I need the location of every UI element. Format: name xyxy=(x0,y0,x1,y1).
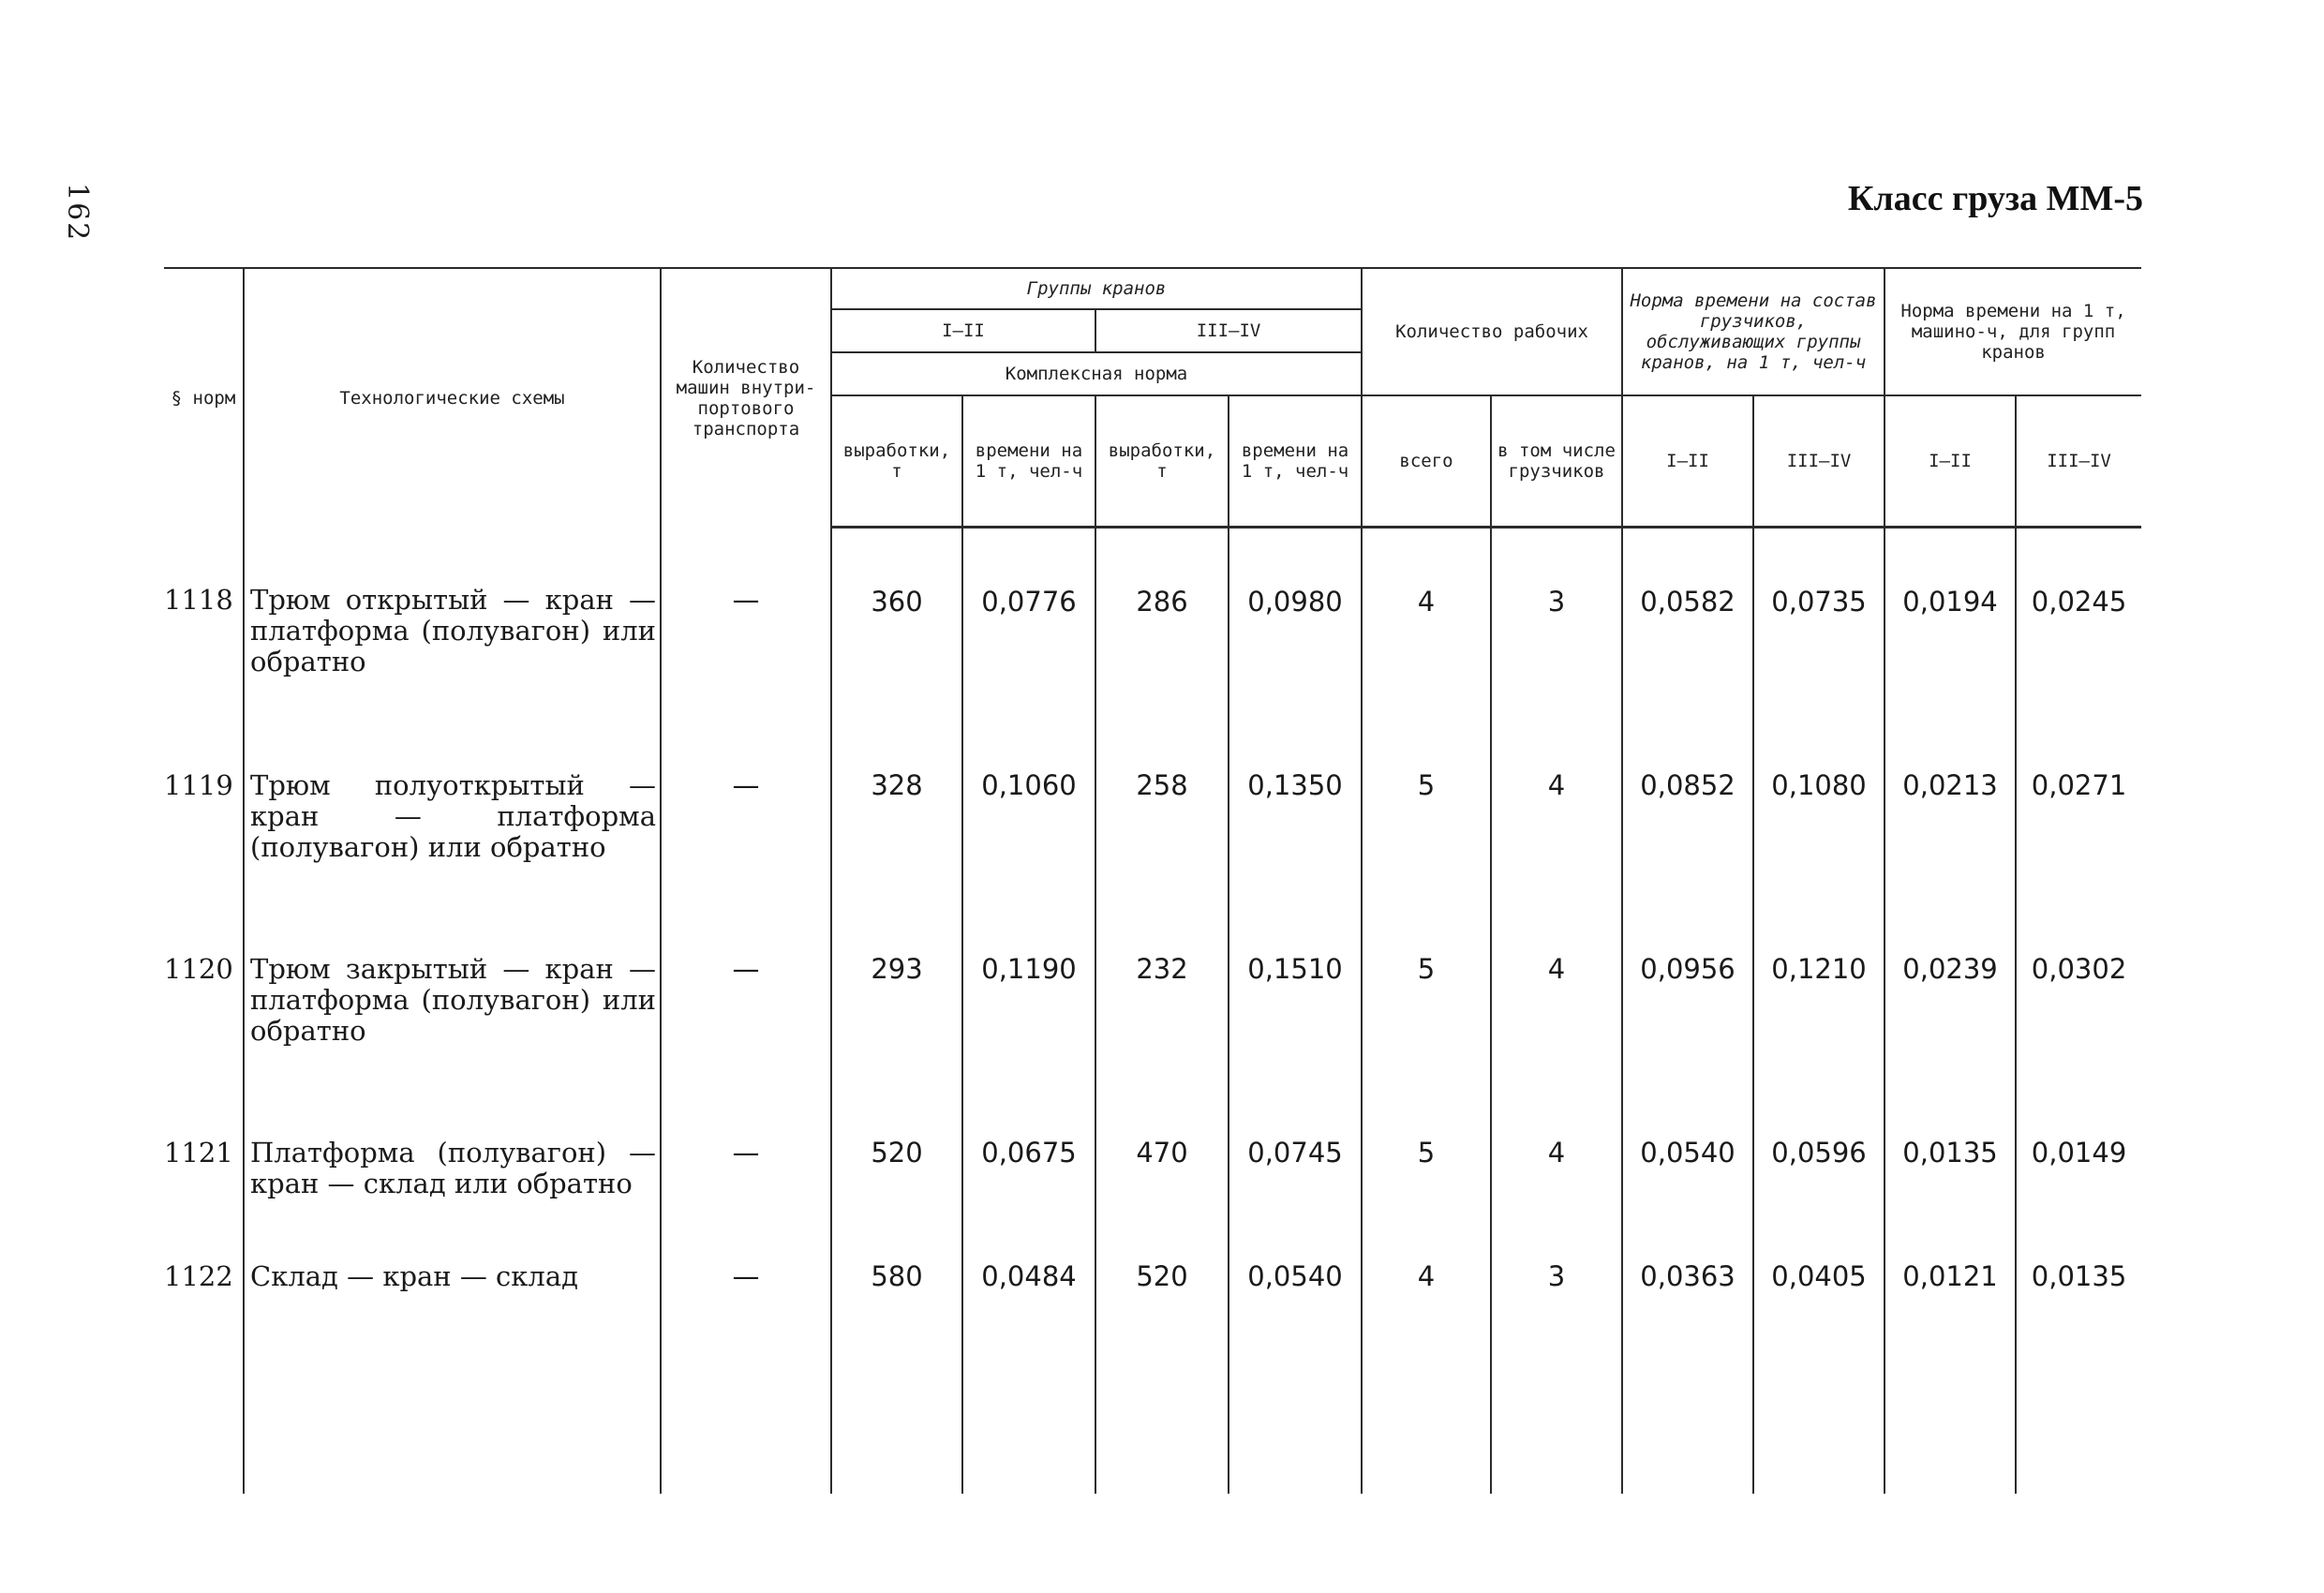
tech-scheme: Трюм открытый — кран — платформа (полувагон) или обратно xyxy=(244,527,661,738)
table-row xyxy=(164,738,2141,922)
crew-norm-3-4: 0,1210 xyxy=(1753,922,1885,1106)
time-1-2: 0,0675 xyxy=(962,1106,1095,1229)
output-3-4: 258 xyxy=(1095,738,1229,922)
filler-cell xyxy=(2016,1353,2141,1494)
crew-norm-3-4: 0,0735 xyxy=(1753,527,1885,738)
output-1-2: 580 xyxy=(831,1229,962,1353)
output-3-4: 520 xyxy=(1095,1229,1229,1353)
header-workers-count: Количество рабочих xyxy=(1362,268,1622,395)
workers-total: 4 xyxy=(1362,1229,1491,1353)
output-1-2: 360 xyxy=(831,527,962,738)
workers-loaders: 3 xyxy=(1491,527,1622,738)
machine-norm-1-2: 0,0194 xyxy=(1885,527,2016,738)
norm-number: 1122 xyxy=(164,1229,244,1353)
output-1-2: 328 xyxy=(831,738,962,922)
header-loader-crew-norm: Норма времени на состав грузчиков, обслуживающих группы кранов, на 1 т, чел-ч xyxy=(1622,268,1885,395)
machine-norm-1-2: 0,0213 xyxy=(1885,738,2016,922)
filler-cell xyxy=(1362,1353,1491,1494)
filler-cell xyxy=(1885,1353,2016,1494)
table-row xyxy=(164,1229,2141,1353)
header-complex-norm: Комплексная норма xyxy=(831,352,1362,395)
time-3-4: 0,1350 xyxy=(1229,738,1362,922)
header-workers-loaders: в том числе грузчиков xyxy=(1491,395,1622,527)
crew-norm-1-2: 0,0852 xyxy=(1622,738,1753,922)
crew-norm-1-2: 0,0363 xyxy=(1622,1229,1753,1353)
workers-loaders: 4 xyxy=(1491,922,1622,1106)
workers-total: 4 xyxy=(1362,527,1491,738)
output-3-4: 470 xyxy=(1095,1106,1229,1229)
table-row xyxy=(164,922,2141,1106)
filler-cell xyxy=(164,1353,244,1494)
time-3-4: 0,0540 xyxy=(1229,1229,1362,1353)
filler-cell xyxy=(1229,1353,1362,1494)
crew-norm-3-4: 0,0405 xyxy=(1753,1229,1885,1353)
machine-norm-3-4: 0,0271 xyxy=(2016,738,2141,922)
workers-loaders: 4 xyxy=(1491,1106,1622,1229)
machine-norm-3-4: 0,0245 xyxy=(2016,527,2141,738)
filler-cell xyxy=(1622,1353,1753,1494)
workers-loaders: 4 xyxy=(1491,738,1622,922)
filler-cell xyxy=(962,1353,1095,1494)
time-1-2: 0,1190 xyxy=(962,922,1095,1106)
filler-cell xyxy=(831,1353,962,1494)
header-machine-1-2: I—II xyxy=(1885,395,2016,527)
tech-scheme: Склад — кран — склад xyxy=(244,1229,661,1353)
norm-number: 1121 xyxy=(164,1106,244,1229)
filler-cell xyxy=(1095,1353,1229,1494)
transport-count: — xyxy=(661,1229,831,1353)
machine-norm-1-2: 0,0121 xyxy=(1885,1229,2016,1353)
norms-table xyxy=(164,267,2141,1494)
page-number: 162 xyxy=(61,183,94,243)
time-1-2: 0,1060 xyxy=(962,738,1095,922)
header-machine-norm: Норма времени на 1 т, машино-ч, для групп кранов xyxy=(1885,268,2141,395)
norm-number: 1120 xyxy=(164,922,244,1106)
header-crane-groups: Группы кранов xyxy=(831,268,1362,309)
header-time-3-4: времени на 1 т, чел-ч xyxy=(1229,395,1362,527)
machine-norm-3-4: 0,0149 xyxy=(2016,1106,2141,1229)
table-row xyxy=(164,1106,2141,1229)
transport-count: — xyxy=(661,738,831,922)
header-machine-3-4: III—IV xyxy=(2016,395,2141,527)
header-transport-count: Количество машин внутри-портового транспорта xyxy=(661,268,831,527)
output-1-2: 520 xyxy=(831,1106,962,1229)
output-1-2: 293 xyxy=(831,922,962,1106)
header-time-1-2: времени на 1 т, чел-ч xyxy=(962,395,1095,527)
header-crew-1-2: I—II xyxy=(1622,395,1753,527)
machine-norm-3-4: 0,0135 xyxy=(2016,1229,2141,1353)
crew-norm-1-2: 0,0956 xyxy=(1622,922,1753,1106)
transport-count: — xyxy=(661,1106,831,1229)
crew-norm-1-2: 0,0582 xyxy=(1622,527,1753,738)
output-3-4: 286 xyxy=(1095,527,1229,738)
page-title: Класс груза ММ-5 xyxy=(1847,179,2143,218)
header-norm-number: § норм xyxy=(164,268,244,527)
workers-loaders: 3 xyxy=(1491,1229,1622,1353)
tech-scheme: Трюм закрытый — кран — платформа (полувагон) или обратно xyxy=(244,922,661,1106)
crew-norm-3-4: 0,1080 xyxy=(1753,738,1885,922)
tech-scheme: Трюм полуоткрытый — кран — платформа (полувагон) или обратно xyxy=(244,738,661,922)
filler-cell xyxy=(1491,1353,1622,1494)
norm-number: 1118 xyxy=(164,527,244,738)
filler-cell xyxy=(661,1353,831,1494)
crew-norm-1-2: 0,0540 xyxy=(1622,1106,1753,1229)
workers-total: 5 xyxy=(1362,1106,1491,1229)
time-3-4: 0,0980 xyxy=(1229,527,1362,738)
transport-count: — xyxy=(661,527,831,738)
header-output-1-2: выработки, т xyxy=(831,395,962,527)
header-group-1-2: I—II xyxy=(831,309,1095,352)
header-crew-3-4: III—IV xyxy=(1753,395,1885,527)
crew-norm-3-4: 0,0596 xyxy=(1753,1106,1885,1229)
table-filler-row xyxy=(164,1353,2141,1494)
header-output-3-4: выработки, т xyxy=(1095,395,1229,527)
machine-norm-1-2: 0,0135 xyxy=(1885,1106,2016,1229)
workers-total: 5 xyxy=(1362,738,1491,922)
filler-cell xyxy=(244,1353,661,1494)
norm-number: 1119 xyxy=(164,738,244,922)
header-tech-schemes: Технологические схемы xyxy=(244,268,661,527)
time-3-4: 0,1510 xyxy=(1229,922,1362,1106)
output-3-4: 232 xyxy=(1095,922,1229,1106)
time-1-2: 0,0776 xyxy=(962,527,1095,738)
machine-norm-1-2: 0,0239 xyxy=(1885,922,2016,1106)
machine-norm-3-4: 0,0302 xyxy=(2016,922,2141,1106)
transport-count: — xyxy=(661,922,831,1106)
filler-cell xyxy=(1753,1353,1885,1494)
workers-total: 5 xyxy=(1362,922,1491,1106)
time-3-4: 0,0745 xyxy=(1229,1106,1362,1229)
tech-scheme: Платформа (полувагон) — кран — склад или обратно xyxy=(244,1106,661,1229)
table-row xyxy=(164,527,2141,738)
header-group-3-4: III—IV xyxy=(1095,309,1362,352)
time-1-2: 0,0484 xyxy=(962,1229,1095,1353)
header-workers-total: всего xyxy=(1362,395,1491,527)
